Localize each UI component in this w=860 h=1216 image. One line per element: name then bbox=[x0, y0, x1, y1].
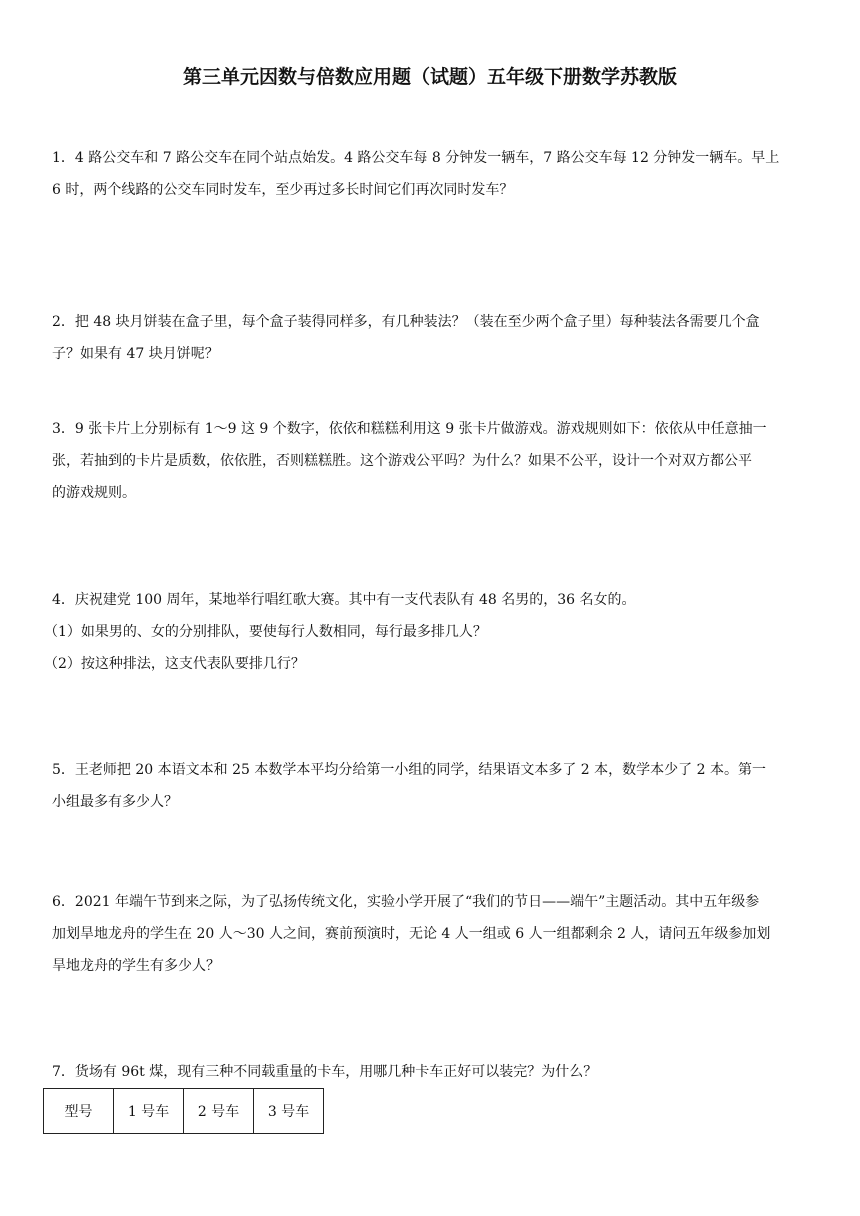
question-line: 张，若抽到的卡片是质数，依依胜，否则糕糕胜。这个游戏公平吗？为什么？如果不公平，设计一个对双方都公平 bbox=[52, 453, 752, 469]
question-line: 7．货场有 96t 煤，现有三种不同载重量的卡车，用哪几种卡车正好可以装完？为什么？ bbox=[52, 1064, 598, 1080]
question-7 bbox=[52, 1056, 812, 1088]
page-title: 第三单元因数与倍数应用题（试题）五年级下册数学苏教版 bbox=[182, 66, 677, 88]
table-header-cell: 2 号车 bbox=[184, 1089, 254, 1134]
question-line: 6．2021 年端午节到来之际，为了弘扬传统文化，实验小学开展了“我们的节日——端午”主题活动。其中五年级参 bbox=[52, 894, 760, 910]
question-line: 4．庆祝建党 100 周年，某地举行唱红歌大赛。其中有一支代表队有 48 名男的，36 名女的。 bbox=[52, 592, 636, 608]
question-1 bbox=[52, 142, 812, 206]
question-4 bbox=[44, 584, 812, 680]
table-header-cell: 型号 bbox=[44, 1089, 114, 1134]
question-line: 1．4 路公交车和 7 路公交车在同个站点始发。4 路公交车每 8 分钟发一辆车，7 路公交车每 12 分钟发一辆车。早上 bbox=[52, 150, 780, 166]
table-header-cell: 3 号车 bbox=[254, 1089, 324, 1134]
question-subpart: （1）如果男的、女的分别排队，要使每行人数相同，每行最多排几人？ bbox=[44, 624, 487, 640]
question-5 bbox=[52, 754, 812, 818]
question-line: 小组最多有多少人？ bbox=[52, 794, 178, 810]
question-line: 加划旱地龙舟的学生在 20 人～30 人之间，赛前预演时，无论 4 人一组或 6 人一组都剩余 2 人，请问五年级参加划 bbox=[52, 926, 771, 942]
table-header-cell: 1 号车 bbox=[114, 1089, 184, 1134]
table-row bbox=[44, 1089, 324, 1134]
question-line: 5．王老师把 20 本语文本和 25 本数学本平均分给第一小组的同学，结果语文本多了 2 本，数学本少了 2 本。第一 bbox=[52, 762, 766, 778]
question-line: 子？如果有 47 块月饼呢？ bbox=[52, 346, 219, 362]
question-line: 3．9 张卡片上分别标有 1～9 这 9 个数字，依依和糕糕利用这 9 张卡片做游戏。游戏规则如下：依依从中任意抽一 bbox=[52, 421, 767, 437]
question-3 bbox=[52, 413, 812, 509]
question-2 bbox=[52, 306, 812, 370]
question-line: 的游戏规则。 bbox=[52, 485, 136, 501]
question-line: 旱地龙舟的学生有多少人？ bbox=[52, 958, 220, 974]
question-subpart: （2）按这种排法，这支代表队要排几行？ bbox=[44, 656, 305, 672]
question-line: 6 时，两个线路的公交车同时发车，至少再过多长时间它们再次同时发车？ bbox=[52, 182, 514, 198]
truck-table bbox=[43, 1088, 324, 1134]
question-6 bbox=[52, 886, 812, 982]
question-line: 2．把 48 块月饼装在盒子里，每个盒子装得同样多，有几种装法？（装在至少两个盒子里）每种装法各需要几个盒 bbox=[52, 314, 760, 330]
